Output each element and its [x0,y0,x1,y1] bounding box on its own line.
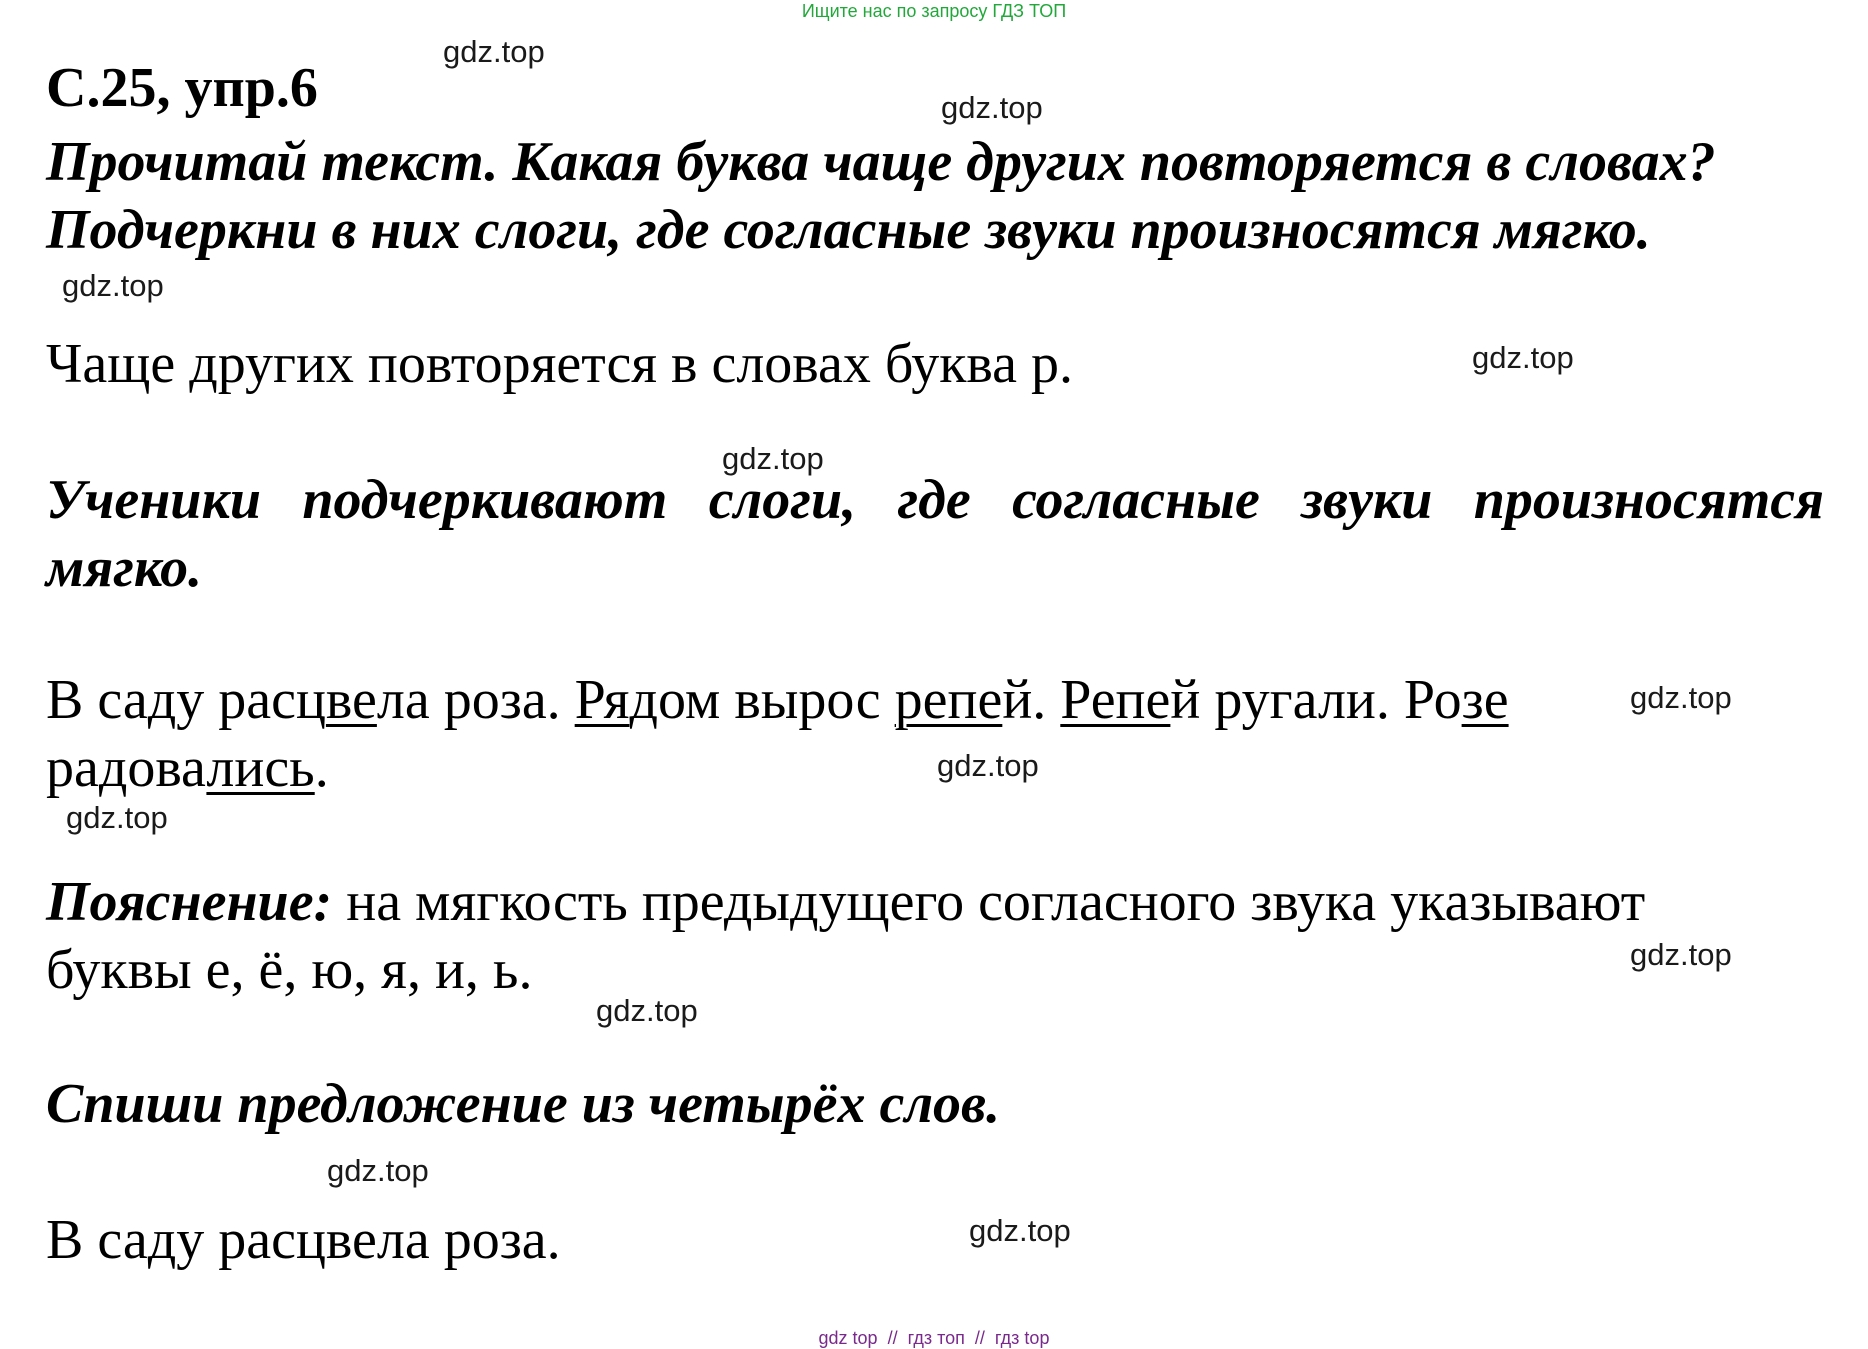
footer-link[interactable]: гдз top [994,1328,1050,1348]
word: где [897,469,971,531]
text-line-1 [46,666,1509,734]
explanation-label: Пояснение: [46,871,333,933]
watermark: gdz.top [1630,680,1732,715]
text-segment: й. [1002,669,1061,731]
justified-words [46,466,1824,534]
text-segment: . [314,737,329,799]
watermark: gdz.top [66,800,168,835]
page-title: С.25, упр.6 [46,57,318,119]
explanation-text: на мягкость предыдущего согласного звука указывают [332,871,1646,933]
task-instruction-line-2: Подчеркни в них слоги, где согласные звуки произносятся мягко. [46,199,1651,261]
underlined-syllable: Ря [574,669,630,731]
footer-link[interactable]: gdz top [818,1328,878,1348]
answer-frequent-letter: Чаще других повторяется в словах буква р. [46,333,1073,395]
explanation-line-2: буквы е, ё, ю, я, и, ь. [46,939,533,1001]
word: произносятся [1473,469,1824,531]
answer-sentence: В саду расцвела роза. [46,1209,561,1271]
underlined-syllable: зе [1461,669,1509,731]
watermark: gdz.top [596,993,698,1028]
text-segment: дом вырос [629,669,895,731]
watermark: gdz.top [937,748,1039,783]
footer-separator: // [887,1328,898,1348]
word: согласные [1012,469,1260,531]
word: звуки [1301,469,1433,531]
text-segment: радова [46,737,207,799]
text-segment: й ругали. Ро [1170,669,1462,731]
underlined-syllable: Репе [1060,669,1171,731]
top-banner: Ищите нас по запросу ГДЗ ТОП [801,1,1067,21]
word: подчеркивают [302,469,668,531]
watermark: gdz.top [1630,937,1732,972]
watermark: gdz.top [443,34,545,69]
word: слоги, [708,469,857,531]
task-underline-instruction-line-1 [46,466,1824,534]
watermark: gdz.top [941,90,1043,125]
text-segment: В саду расц [46,669,326,731]
watermark: gdz.top [1472,340,1574,375]
underlined-syllable: ве [325,669,377,731]
underlined-syllable: лись [206,737,315,799]
watermark: gdz.top [327,1153,429,1188]
watermark: gdz.top [969,1213,1071,1248]
underlined-syllable: репе [894,669,1003,731]
watermark: gdz.top [722,441,824,476]
task-underline-instruction-line-2: мягко. [46,537,203,599]
task-copy-sentence: Спиши предложение из четырёх слов. [46,1073,1001,1135]
watermark: gdz.top [62,268,164,303]
text-line-2 [46,734,329,802]
footer-links [0,1328,1868,1349]
footer-separator: // [974,1328,985,1348]
footer-link[interactable]: гдз топ [907,1328,965,1348]
text-segment: ла роза. [376,669,575,731]
word: Ученики [46,469,261,531]
explanation-line-1 [46,868,1645,936]
task-instruction-line-1: Прочитай текст. Какая буква чаще других повторяется в словах? [46,131,1716,193]
